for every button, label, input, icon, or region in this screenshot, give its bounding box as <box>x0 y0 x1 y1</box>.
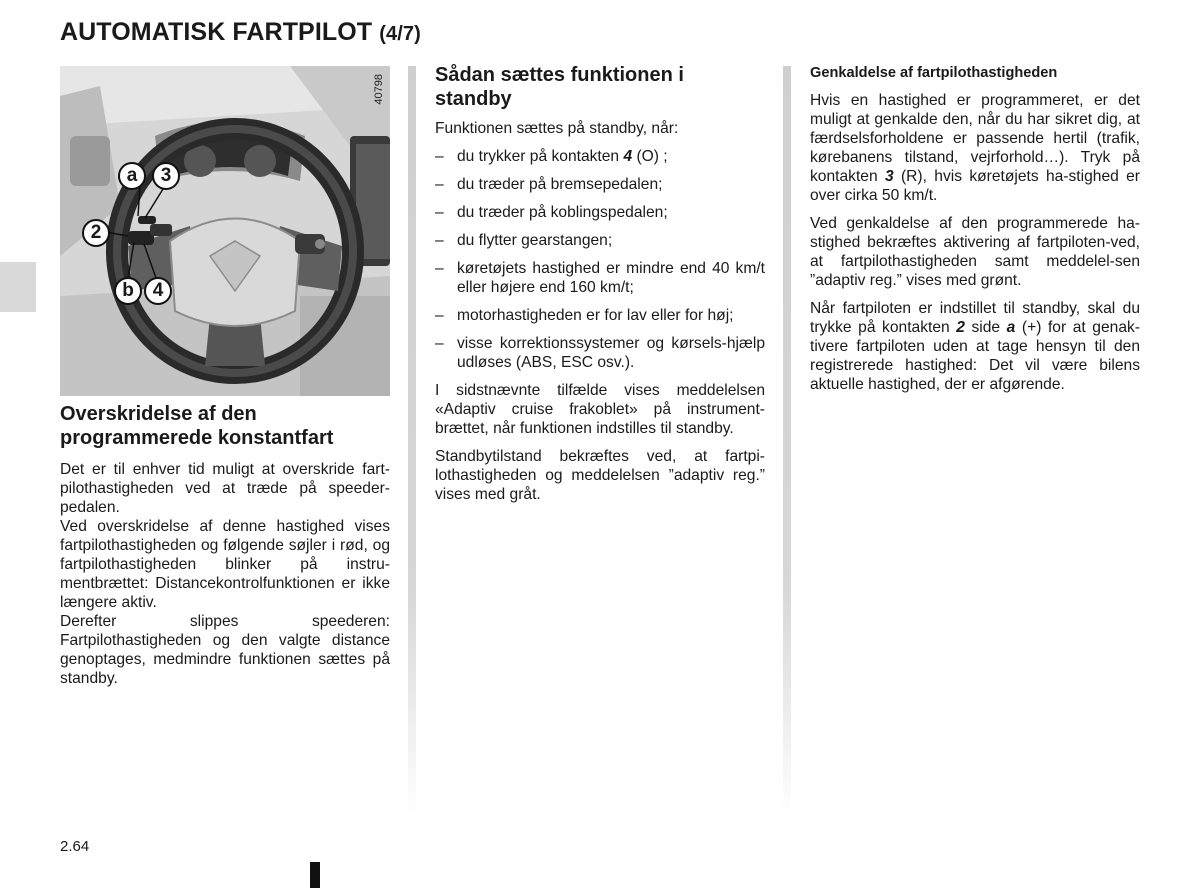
title-text: AUTOMATISK FARTPILOT <box>60 18 373 46</box>
registration-mark <box>310 862 320 888</box>
paragraph: Ved overskridelse af denne hastighed vises fartpilothastigheden og følgende søjler i rød, og fartpilothastigheden blinker på instru-mentbrættet: Distancekontrolfunktionen er ikke længere aktiv. <box>60 518 390 611</box>
key-ref: 2 <box>956 319 965 336</box>
callout-4-label: 4 <box>152 280 164 301</box>
callout-b <box>114 277 142 305</box>
callout-2 <box>82 219 110 247</box>
column-standby <box>435 63 765 504</box>
text-run: (R), hvis køretøjets ha-stighed er over cirka 50 km/t. <box>810 168 1140 204</box>
list-item: – visse korrektionssystemer og kørsels-hjælp udløses (ABS, ESC osv.). <box>435 335 765 371</box>
callout-3-label: 3 <box>160 165 172 186</box>
title-part: (4/7) <box>379 23 421 45</box>
list-item: – du trykker på kontakten 4 (O) ; <box>435 148 668 165</box>
list-item-text: du træder på koblingspedalen; <box>457 204 668 221</box>
figure-code: 40798 <box>373 74 385 105</box>
callout-a-label: a <box>126 165 138 186</box>
list-item: – du træder på koblingspedalen; <box>435 204 668 221</box>
standby-list <box>435 147 765 372</box>
text-run: Hvis en hastighed er programmeret, er det muligt at genkalde den, når du har sikret dig, at færdselsforholdene er passende hertil (trafik, kørebanens tilstand, vejrforhold…). Tryk på kontakten <box>810 92 1140 185</box>
callout-3 <box>152 162 180 190</box>
list-item-text: motorhastigheden er for lav eller for høj; <box>457 307 734 324</box>
list-item-text: du træder på bremsepedalen; <box>457 176 663 193</box>
section-heading: Genkaldelse af fartpilothastigheden <box>810 65 1058 81</box>
list-item: – du træder på bremsepedalen; <box>435 176 663 193</box>
paragraph: I sidstnævnte tilfælde vises meddelelsen «Adaptiv cruise frakoblet» på instrument-brættet, når funktionen indstilles til standby. <box>435 382 765 437</box>
key-ref: 4 <box>623 148 633 165</box>
callout-2-label: 2 <box>90 222 102 243</box>
column-divider <box>783 66 791 816</box>
paragraph: Derefter slippes speederen: Fartpilothastigheden og den valgte distance genoptages, medmindre funktionen sættes på standby. <box>60 613 390 687</box>
paragraph: Det er til enhver tid muligt at overskride fart-pilothastigheden ved at træde på speeder-pedalen. <box>60 461 390 516</box>
text-run: Når fartpiloten er indstillet til standby, skal du trykke på kontakten <box>810 300 1140 336</box>
column-overskridelse <box>60 402 390 688</box>
list-item-text: køretøjets hastighed er mindre end 40 km/t eller højere end 160 km/t; <box>457 260 765 296</box>
text-run: (+) for at genak-tivere fartpiloten uden at tage hensyn til den registrerede hastighed: Det vil være bilens aktuelle hastighed, der er afgørende. <box>810 319 1140 393</box>
list-item: – køretøjets hastighed er mindre end 40 km/t eller højere end 160 km/t; <box>435 260 765 296</box>
list-item: – motorhastigheden er for lav eller for høj; <box>435 307 734 324</box>
paragraph: Ved genkaldelse af den programmerede ha-stighed bekræftes aktivering af fartpiloten-ved, at fartpilothastigheden samt meddelel-sen ”adaptiv reg.” vises med grønt. <box>810 215 1140 289</box>
key-ref: 3 <box>884 168 894 185</box>
steering-wheel-figure <box>60 66 390 396</box>
key-ref: a <box>1006 319 1016 336</box>
paragraph: Standbytilstand bekræftes ved, at fartpi-lothastigheden og meddelelsen ”adaptiv reg.” vises med gråt. <box>435 448 765 503</box>
callout-4 <box>144 277 172 305</box>
section-heading: Sådan sættes funktionen i standby <box>435 64 684 110</box>
section-heading: Overskridelse af den programmerede konstantfart <box>60 403 334 449</box>
page-number: 2.64 <box>60 838 90 855</box>
page-title <box>60 18 421 47</box>
list-item-text: du trykker på kontakten <box>457 148 624 165</box>
list-item-text: du flytter gearstangen; <box>457 232 613 249</box>
column-divider <box>408 66 416 816</box>
intro-text: Funktionen sættes på standby, når: <box>435 120 679 137</box>
paragraph <box>810 91 1140 205</box>
column-genkaldelse <box>810 64 1140 394</box>
list-item: – du flytter gearstangen; <box>435 232 613 249</box>
paragraph <box>810 299 1140 394</box>
callout-b-label: b <box>122 280 134 301</box>
text-run: side <box>964 319 1007 336</box>
list-item-text: visse korrektionssystemer og kørsels-hjælp udløses (ABS, ESC osv.). <box>457 335 765 371</box>
section-tab <box>0 262 36 312</box>
list-item-text: (O) ; <box>632 148 668 165</box>
callout-a <box>118 162 146 190</box>
